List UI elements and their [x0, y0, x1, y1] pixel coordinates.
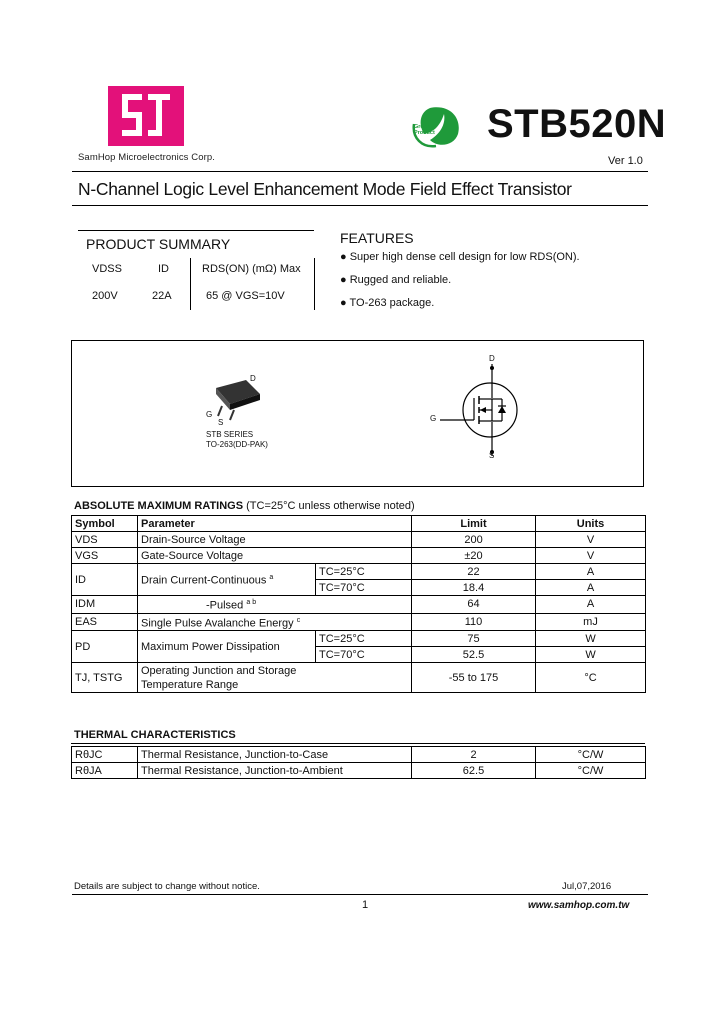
summary-top-rule	[78, 230, 314, 231]
limit-cell: 18.4	[412, 580, 536, 596]
summary-value-rdson: 65 @ VGS=10V	[206, 290, 285, 302]
summary-value-id: 22A	[152, 290, 172, 302]
symbol-cell: RθJC	[72, 747, 138, 763]
unit-cell: V	[536, 548, 646, 564]
symbol-pin-s: S	[489, 451, 495, 460]
symbol-pin-g: G	[430, 414, 437, 423]
table-row	[72, 564, 646, 580]
package-name: TO-263(DD-PAK)	[206, 440, 268, 449]
header-divider	[72, 171, 648, 172]
feature-text: Rugged and reliable.	[349, 274, 452, 286]
package-pin-g: G	[206, 410, 213, 419]
parameter-text: Drain Current-Continuous	[141, 574, 267, 587]
limit-cell: 52.5	[412, 647, 536, 663]
header-parameter: Parameter	[138, 516, 412, 532]
symbol-pin-d: D	[489, 354, 495, 363]
table-row	[72, 532, 646, 548]
unit-cell: A	[536, 580, 646, 596]
limit-cell: 75	[412, 631, 536, 647]
symbol-cell: VDS	[72, 532, 138, 548]
symbol-cell: PD	[72, 631, 138, 663]
package-image	[206, 376, 268, 422]
company-name: SamHop Microelectronics Corp.	[78, 152, 215, 163]
footer-date: Jul,07,2016	[562, 881, 612, 892]
parameter-cell	[138, 564, 316, 596]
table-row	[72, 596, 646, 614]
to263-package-icon	[206, 376, 268, 422]
package-diagram-box	[71, 340, 644, 487]
header-units: Units	[536, 516, 646, 532]
company-logo-mark	[108, 86, 184, 146]
version: Ver 1.0	[608, 155, 643, 167]
limit-cell: ±20	[412, 548, 536, 564]
table-row	[72, 747, 646, 763]
limit-cell: 22	[412, 564, 536, 580]
parameter-line: Temperature Range	[141, 678, 239, 691]
green-product-text: Green Product	[414, 124, 435, 136]
website-link[interactable]: www.samhop.com.tw	[528, 900, 630, 911]
document-title: N-Channel Logic Level Enhancement Mode Field Effect Transistor	[78, 179, 572, 199]
part-number: STB520N	[487, 102, 667, 146]
mosfet-symbol	[440, 364, 530, 456]
unit-cell: mJ	[536, 613, 646, 631]
symbol-cell: EAS	[72, 613, 138, 631]
note-mark: a b	[246, 599, 257, 606]
page-number: 1	[362, 899, 369, 911]
limit-cell: 200	[412, 532, 536, 548]
symbol-cell: RθJA	[72, 763, 138, 779]
package-series: STB SERIES	[206, 430, 254, 439]
package-pin-d: D	[250, 374, 256, 383]
product-summary-title: PRODUCT SUMMARY	[86, 236, 231, 252]
symbol-cell: VGS	[72, 548, 138, 564]
table-row	[72, 548, 646, 564]
parameter-cell	[138, 663, 412, 693]
note-mark: c	[296, 616, 301, 624]
parameter-cell: Drain-Source Voltage	[138, 532, 412, 548]
parameter-cell: Maximum Power Dissipation	[138, 631, 316, 663]
condition-cell: TC=25°C	[316, 631, 412, 647]
limit-cell: 62.5	[412, 763, 536, 779]
summary-header-vdss: VDSS	[92, 263, 122, 275]
unit-cell: A	[536, 564, 646, 580]
unit-cell: °C/W	[536, 763, 646, 779]
footer-rule	[72, 894, 648, 895]
feature-text: Super high dense cell design for low RDS(ON).	[349, 251, 580, 263]
feature-item: ● Rugged and reliable.	[340, 274, 452, 286]
features-title: FEATURES	[340, 230, 414, 246]
logo-letters: SH	[146, 144, 148, 145]
table-row	[72, 763, 646, 779]
package-pin-s: S	[218, 418, 224, 427]
summary-header-rdson: RDS(ON) (mΩ) Max	[202, 263, 301, 275]
parameter-cell: Thermal Resistance, Junction-to-Case	[138, 747, 412, 763]
condition-cell: TC=70°C	[316, 647, 412, 663]
summary-value-vdss: 200V	[92, 290, 118, 302]
parameter-cell	[138, 596, 412, 614]
parameter-cell: Gate-Source Voltage	[138, 548, 412, 564]
parameter-cell	[138, 613, 412, 631]
table-row	[72, 631, 646, 647]
parameter-text: -Pulsed	[206, 599, 244, 612]
unit-cell: °C/W	[536, 747, 646, 763]
condition-cell: TC=25°C	[316, 564, 412, 580]
limit-cell: -55 to 175	[412, 663, 536, 693]
mosfet-symbol-icon	[440, 364, 530, 456]
table-row	[72, 663, 646, 693]
thermal-top-rule	[71, 743, 645, 744]
company-logo	[108, 86, 184, 146]
abs-max-title	[74, 500, 415, 512]
feature-item: ● Super high dense cell design for low RDS(ON).	[340, 251, 580, 263]
header-limit: Limit	[412, 516, 536, 532]
limit-cell: 110	[412, 613, 536, 631]
abs-max-title-text: ABSOLUTE MAXIMUM RATINGS	[74, 500, 244, 512]
limit-cell: 64	[412, 596, 536, 614]
parameter-text: Single Pulse Avalanche Energy	[141, 617, 294, 630]
parameter-cell: Thermal Resistance, Junction-to-Ambient	[138, 763, 412, 779]
header-symbol: Symbol	[72, 516, 138, 532]
unit-cell: V	[536, 532, 646, 548]
abs-max-table	[71, 515, 646, 693]
table-header-row	[72, 516, 646, 532]
abs-max-condition: (TC=25°C unless otherwise noted)	[246, 500, 415, 512]
title-divider	[72, 205, 648, 206]
limit-cell: 2	[412, 747, 536, 763]
unit-cell: A	[536, 596, 646, 614]
feature-text: TO-263 package.	[349, 297, 435, 309]
summary-divider	[314, 258, 315, 310]
symbol-cell: IDM	[72, 596, 138, 614]
unit-cell: W	[536, 631, 646, 647]
symbol-cell: ID	[72, 564, 138, 596]
note-mark: a	[269, 574, 274, 582]
unit-cell: °C	[536, 663, 646, 693]
footer-note: Details are subject to change without notice.	[74, 881, 260, 892]
thermal-table	[71, 746, 646, 779]
summary-header-id: ID	[158, 263, 169, 275]
parameter-line: Operating Junction and Storage	[141, 664, 297, 677]
thermal-title: THERMAL CHARACTERISTICS	[74, 729, 236, 741]
unit-cell: W	[536, 647, 646, 663]
symbol-cell: TJ, TSTG	[72, 663, 138, 693]
feature-item: ● TO-263 package.	[340, 297, 435, 309]
green-product-logo	[410, 104, 462, 150]
table-row	[72, 613, 646, 631]
summary-divider	[190, 258, 191, 310]
condition-cell: TC=70°C	[316, 580, 412, 596]
